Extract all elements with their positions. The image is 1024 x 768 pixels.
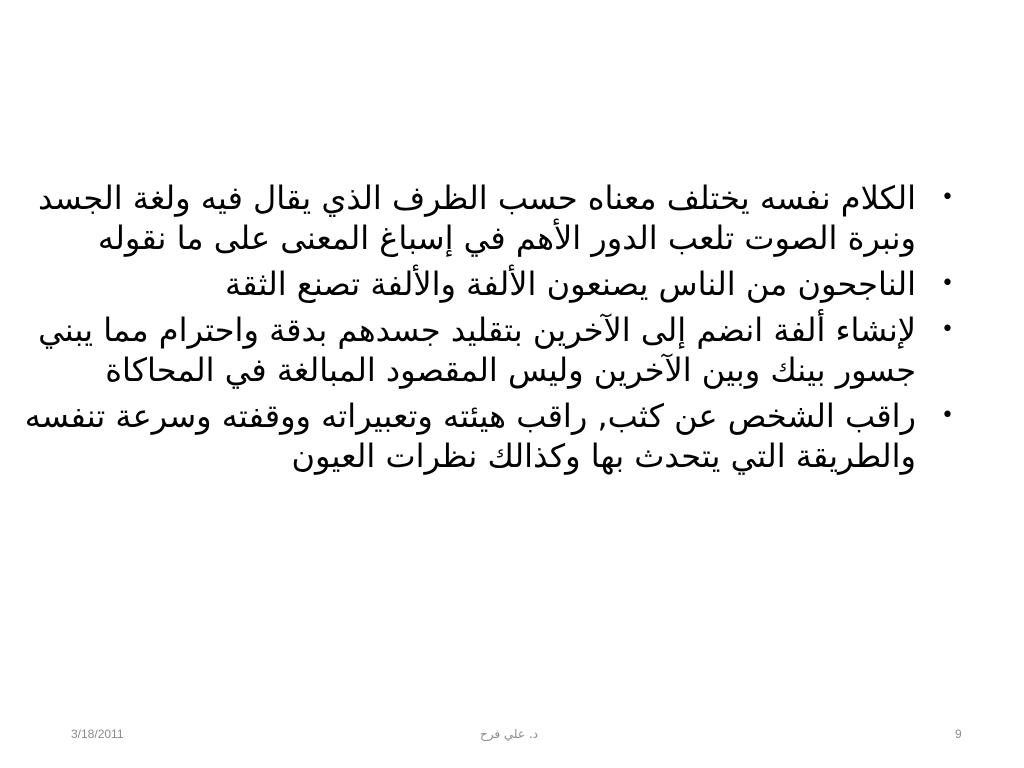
bullet-item	[12, 396, 954, 476]
footer-page-number: 9	[955, 727, 962, 741]
bullet-item	[12, 178, 954, 258]
footer-date: 3/18/2011	[71, 727, 124, 741]
bullet-text: راقب الشخص عن كثب, راقب هيئته وتعبيراته ووقفته وسرعة تنفسه والطريقة التي يتحدث بها وكذالك نظرات العيون	[24, 397, 916, 475]
bullet-icon: •	[941, 403, 954, 428]
bullet-icon: •	[941, 317, 954, 342]
bullet-text: الناجحون من الناس يصنعون الألفة والألفة تصنع الثقة	[224, 265, 916, 303]
bullet-icon: •	[941, 271, 954, 296]
bullet-text: الكلام نفسه يختلف معناه حسب الظرف الذي يقال فيه ولغة الجسد ونبرة الصوت تلعب الدور الأهم في إسباغ المعنى على ما نقوله	[37, 179, 916, 257]
footer-author: د. علي فرح	[480, 727, 539, 741]
bullet-item	[12, 310, 954, 390]
bullet-text: لإنشاء ألفة انضم إلى الآخرين بتقليد جسدهم بدقة واحترام مما يبني جسور بينك وبين الآخرين وليس المقصود المبالغة في المحاكاة	[38, 311, 916, 389]
bullet-icon: •	[941, 185, 954, 210]
bullet-item	[12, 264, 954, 304]
bullet-list	[12, 178, 954, 482]
